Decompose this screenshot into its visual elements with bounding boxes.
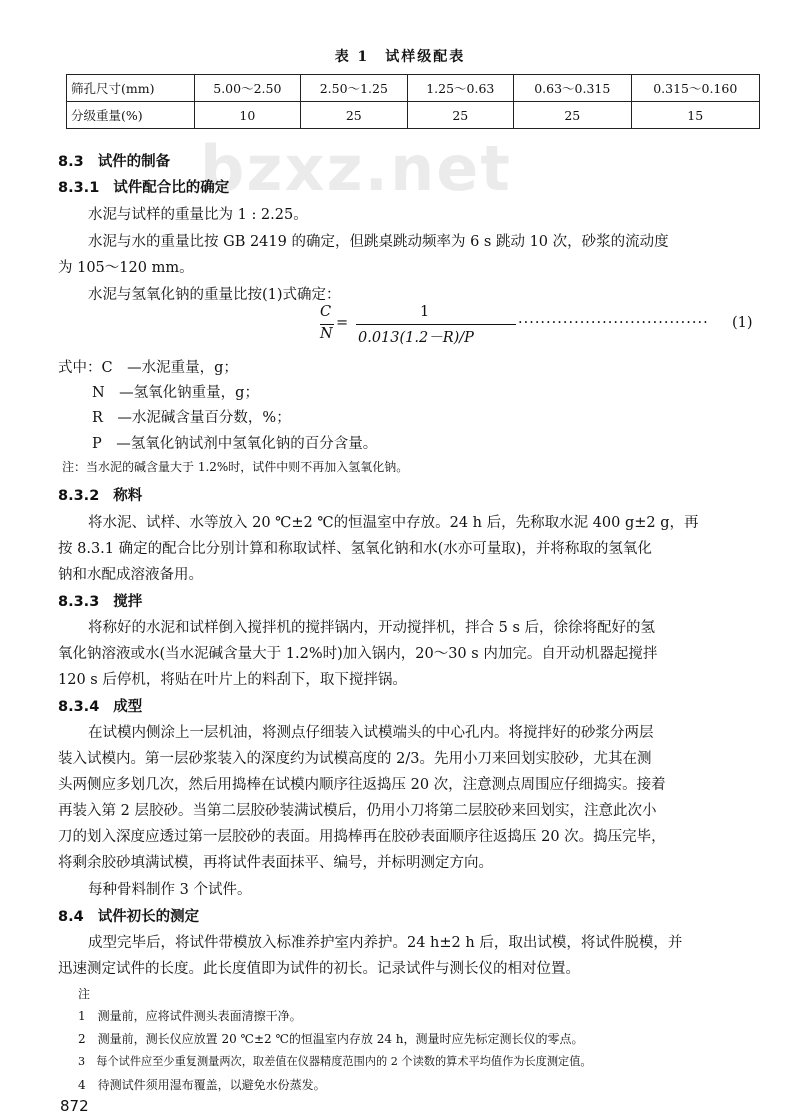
paragraph-line: 每种骨料制作 3 个试件。 [88, 882, 252, 898]
section-8-3-2-heading [58, 484, 142, 505]
paragraph-line: 头两侧应多划几次，然后用捣棒在试模内顺序往返捣压 20 次，注意测点周围应仔细捣实。接着 [58, 777, 666, 793]
section-8-3-1-heading [58, 176, 229, 197]
formula-number: (1) [732, 315, 753, 331]
section-8-3-3-heading [58, 590, 142, 611]
table-row-header: 筛孔尺寸(mm) [67, 75, 195, 102]
section-title: 试件配合比的确定 [113, 179, 230, 196]
note-line: 4 待测试件须用湿布覆盖，以避免水份蒸发。 [78, 1078, 326, 1092]
paragraph-line: 将水泥、试样、水等放入 20 ℃±2 ℃的恒温室中存放。24 h 后，先称取水泥 400 g±2 g，再 [88, 515, 699, 531]
note-line: 2 测量前，测长仪应放置 20 ℃±2 ℃的恒温室内存放 24 h，测量时应先标定测长仪的零点。 [78, 1032, 584, 1046]
paragraph-line: 成型完毕后，将试件带模放入标准养护室内养护。24 h±2 h 后，取出试模，将试件脱模，并 [88, 935, 683, 951]
table-cell: 25 [301, 102, 407, 129]
note-line: 3 每个试件应至少重复测量两次，取差值在仪器精度范围内的 2 个读数的算术平均值作为长度测定值。 [78, 1055, 592, 1068]
paragraph-line: 水泥与水的重量比按 GB 2419 的确定，但跳桌跳动频率为 6 s 跳动 10 次，砂浆的流动度 [88, 234, 669, 250]
section-number: 8.3.2 [58, 488, 100, 504]
formula-equals: = [336, 315, 349, 331]
fraction-bar [320, 324, 334, 325]
table-row [67, 75, 760, 102]
section-title: 试件初长的测定 [97, 908, 200, 925]
section-8-4-heading [58, 905, 199, 926]
section-number: 8.3.4 [58, 699, 100, 715]
table-cell: 1.25～0.63 [407, 75, 513, 102]
where-line: N —氢氧化钠重量，g； [92, 385, 259, 401]
paragraph-line: 将剩余胶砂填满试模，再将试件表面抹平、编号，并标明测定方向。 [58, 855, 493, 871]
section-title: 成型 [113, 698, 143, 715]
table-cell: 10 [194, 102, 300, 129]
where-line: 式中：C —水泥重量，g； [58, 360, 238, 376]
table-title: 表 1 试样级配表 [334, 49, 466, 65]
paragraph-line: 氧化钠溶液或水(当水泥碱含量大于 1.2%时)加入锅内，20～30 s 内加完。自开动机器起搅拌 [58, 646, 658, 662]
formula-1 [320, 304, 760, 348]
fraction-bar [356, 324, 516, 325]
where-line: R —水泥碱含量百分数，%； [92, 410, 291, 426]
paragraph-line: 在试模内侧涂上一层机油，将测点仔细装入试模端头的中心孔内。将搅拌好的砂浆分两层 [88, 725, 654, 741]
table-cell: 25 [514, 102, 631, 129]
formula-leader-dots: ·································· [518, 315, 709, 331]
section-title: 试件的制备 [97, 153, 171, 170]
watermark: bzxz.net [200, 132, 512, 205]
notes-label: 注 [78, 987, 91, 1001]
section-title: 搅拌 [113, 593, 143, 610]
paragraph-line: 迅速测定试件的长度。此长度值即为试件的初长。记录试件与测长仪的相对位置。 [58, 961, 580, 977]
page-number: 872 [60, 1097, 89, 1115]
section-8-3-heading [58, 150, 170, 171]
paragraph-line: 120 s 后停机，将贴在叶片上的料刮下，取下搅拌锅。 [58, 672, 407, 688]
table-cell: 25 [407, 102, 513, 129]
section-number: 8.3.3 [58, 594, 100, 610]
where-line: P —氢氧化钠试剂中氢氧化钠的百分含量。 [92, 436, 378, 452]
formula-denominator-left: N [320, 326, 333, 342]
paragraph-line: 再装入第 2 层胶砂。当第二层胶砂装满试模后，仍用小刀将第二层胶砂来回划实，注意此次小 [58, 803, 657, 819]
table-cell: 2.50～1.25 [301, 75, 407, 102]
table-row-header: 分级重量(%) [67, 102, 195, 129]
paragraph-line: 装入试模内。第一层砂浆装入的深度约为试模高度的 2/3。先用小刀来回划实胶砂，尤其在测 [58, 751, 652, 767]
paragraph-line: 按 8.3.1 确定的配合比分别计算和称取试样、氢氧化钠和水(水亦可量取)，并将称取的氢氧化 [58, 541, 652, 557]
section-number: 8.3 [58, 154, 84, 170]
table-cell: 15 [631, 102, 759, 129]
grading-table [66, 74, 760, 129]
formula-denominator-right: 0.013(1.2－R)/P [358, 330, 474, 346]
table-row [67, 102, 760, 129]
paragraph-line: 将称好的水泥和试样倒入搅拌机的搅拌锅内，开动搅拌机，拌合 5 s 后，徐徐将配好的氢 [88, 620, 655, 636]
note-line: 1 测量前，应将试件测头表面清擦干净。 [78, 1009, 302, 1023]
table-cell: 0.63～0.315 [514, 75, 631, 102]
section-8-3-4-heading [58, 695, 142, 716]
paragraph-line: 水泥与氢氧化钠的重量比按(1)式确定： [88, 287, 341, 303]
section-number: 8.3.1 [58, 180, 100, 196]
formula-numerator-left: C [320, 304, 332, 320]
section-title: 称料 [113, 487, 143, 504]
formula-numerator-right: 1 [420, 304, 430, 320]
note-line: 注：当水泥的碱含量大于 1.2%时，试件中则不再加入氢氧化钠。 [62, 460, 409, 474]
paragraph-line: 钠和水配成溶液备用。 [58, 567, 203, 583]
table-cell: 0.315～0.160 [631, 75, 759, 102]
table-cell: 5.00～2.50 [194, 75, 300, 102]
section-number: 8.4 [58, 909, 84, 925]
paragraph-line: 水泥与试样的重量比为 1 : 2.25。 [88, 207, 308, 223]
paragraph-line: 刀的划入深度应透过第一层胶砂的表面。用捣棒再在胶砂表面顺序往返捣压 20 次。捣压完毕， [58, 829, 666, 845]
paragraph-line: 为 105～120 mm。 [58, 260, 194, 276]
